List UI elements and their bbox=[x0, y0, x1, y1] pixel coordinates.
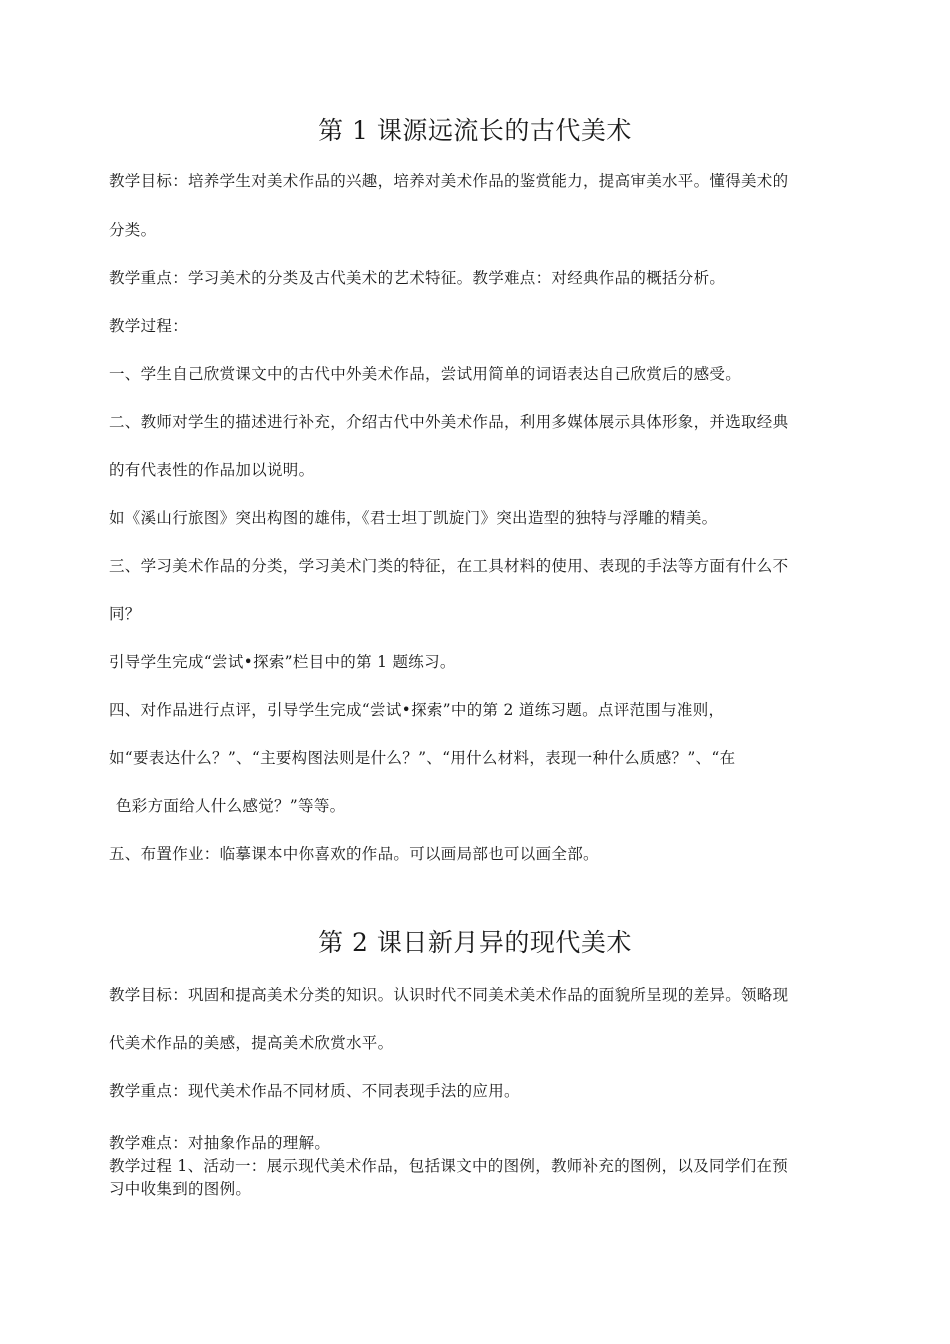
lesson2-line: 教学过程 1、活动一：展示现代美术作品，包括课文中的图例，教师补充的图例，以及同学们在预 bbox=[109, 1157, 788, 1175]
lesson2-line: 教学目标：巩固和提高美术分类的知识。认识时代不同美术美术作品的面貌所呈现的差异。领略现 bbox=[109, 986, 789, 1004]
lesson1-line: 教学过程： bbox=[109, 317, 189, 335]
lesson1-title: 第 1 课源远流长的古代美术 bbox=[318, 116, 632, 145]
lesson1-line: 色彩方面给人什么感觉？”等等。 bbox=[116, 797, 346, 815]
lesson1-line: 三、学习美术作品的分类，学习美术门类的特征，在工具材料的使用、表现的手法等方面有什么不 bbox=[109, 557, 789, 575]
lesson2-line: 教学重点：现代美术作品不同材质、不同表现手法的应用。 bbox=[109, 1082, 520, 1100]
lesson1-line: 的有代表性的作品加以说明。 bbox=[109, 461, 315, 479]
lesson1-line: 一、学生自己欣赏课文中的古代中外美术作品，尝试用简单的词语表达自己欣赏后的感受。 bbox=[109, 365, 742, 383]
lesson1-line: 分类。 bbox=[109, 221, 157, 239]
lesson1-line: 引导学生完成“尝试•探索”栏目中的第 1 题练习。 bbox=[109, 653, 456, 671]
lesson1-line: 教学目标：培养学生对美术作品的兴趣，培养对美术作品的鉴赏能力，提高审美水平。懂得美术的 bbox=[109, 172, 789, 190]
lesson2-line: 代美术作品的美感，提高美术欣赏水平。 bbox=[109, 1034, 394, 1052]
lesson1-line: 教学重点：学习美术的分类及古代美术的艺术特征。教学难点：对经典作品的概括分析。 bbox=[109, 269, 726, 287]
lesson1-line: 如“要表达什么？”、“主要构图法则是什么？”、“用什么材料，表现一种什么质感？”、“在 bbox=[109, 749, 736, 767]
lesson2-title: 第 2 课日新月异的现代美术 bbox=[318, 928, 632, 957]
lesson2-line: 习中收集到的图例。 bbox=[109, 1180, 252, 1198]
lesson1-line: 二、教师对学生的描述进行补充，介绍古代中外美术作品，利用多媒体展示具体形象，并选取经典 bbox=[109, 413, 789, 431]
lesson1-line: 同？ bbox=[109, 605, 141, 623]
lesson1-line: 四、对作品进行点评，引导学生完成“尝试•探索”中的第 2 道练习题。点评范围与准则， bbox=[109, 701, 725, 719]
lesson1-line: 如《溪山行旅图》突出构图的雄伟，《君士坦丁凯旋门》突出造型的独特与浮雕的精美。 bbox=[109, 509, 718, 527]
lesson2-line: 教学难点：对抽象作品的理解。 bbox=[109, 1134, 331, 1152]
lesson1-line: 五、布置作业：临摹课本中你喜欢的作品。可以画局部也可以画全部。 bbox=[109, 845, 599, 863]
